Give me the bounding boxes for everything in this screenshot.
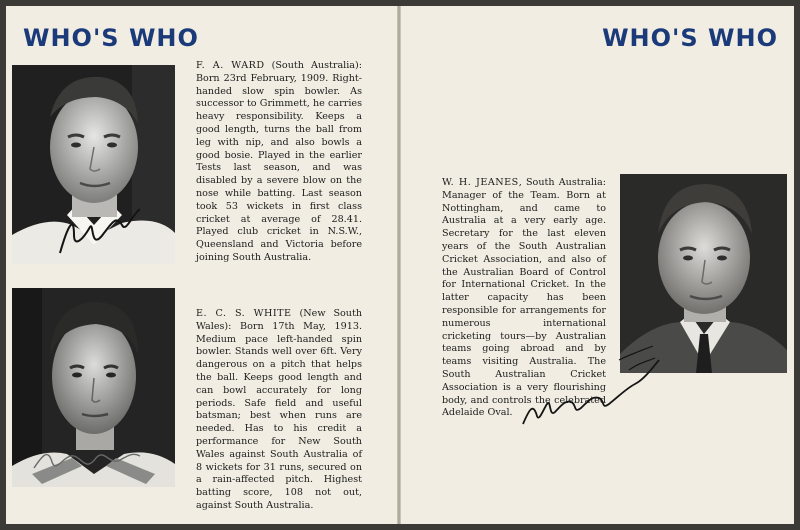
white-name: E. C. S. WHITE — [196, 308, 292, 319]
ward-bio-text: (South Australia): Born 23rd February, 1909. Right-handed slow spin bowler. As successor to Grimmett, he carries heavy responsibility. Keeps a good length, turns the ball from leg with nip, and also bowls a good bosie. Played in the earlier Tests last season, and was disabled by a severe blow on the nose while batting. Last season took 53 wickets in first class cricket at average of 28.41. Played club cricket in N.S.W., Queensland and Victoria before joining South Australia. — [196, 60, 362, 263]
right-page — [401, 6, 794, 524]
ward-bio-paragraph — [196, 60, 362, 265]
jeanes-signature — [519, 340, 669, 430]
ward-name: F. A. WARD — [196, 60, 265, 71]
white-bio-paragraph — [196, 308, 362, 513]
left-page — [6, 6, 397, 524]
jeanes-bio-text: , South Australia: Manager of the Team. Born at Nottingham, and came to Australia at a very early age. Secretary for the last eleven years of the South Australian Cricket Association, and also of the Australian Board of Control for International Cricket. In the latter capacity has been responsible for arrangements for numerous international cricketing tours—by Australian teams going abroad and by teams visiting Australia. The South Australian Cricket Association is a very flourishing body, and controls the celebrated Adelaide Oval. — [442, 177, 606, 419]
page-heading: WHO'S WHO — [602, 24, 778, 52]
page-heading: WHO'S WHO — [23, 24, 199, 52]
jeanes-name: W. H. JEANES — [442, 177, 519, 188]
white-portrait-photo — [12, 288, 175, 487]
white-bio-text: (New South Wales): Born 17th May, 1913. Medium pace left-handed spin bowler. Stands well over 6ft. Very dangerous on a pitch that helps the ball. Keeps good length and can bowl accurately for long periods. Safe field and useful batsman; best when runs are needed. Has to his credit a performance for New South Wales against South Australia of 8 wickets for 31 runs, secured on a rain-affected pitch. Highest batting score, 108 not out, against South Australia. — [196, 308, 363, 511]
ward-portrait-photo — [12, 65, 175, 264]
